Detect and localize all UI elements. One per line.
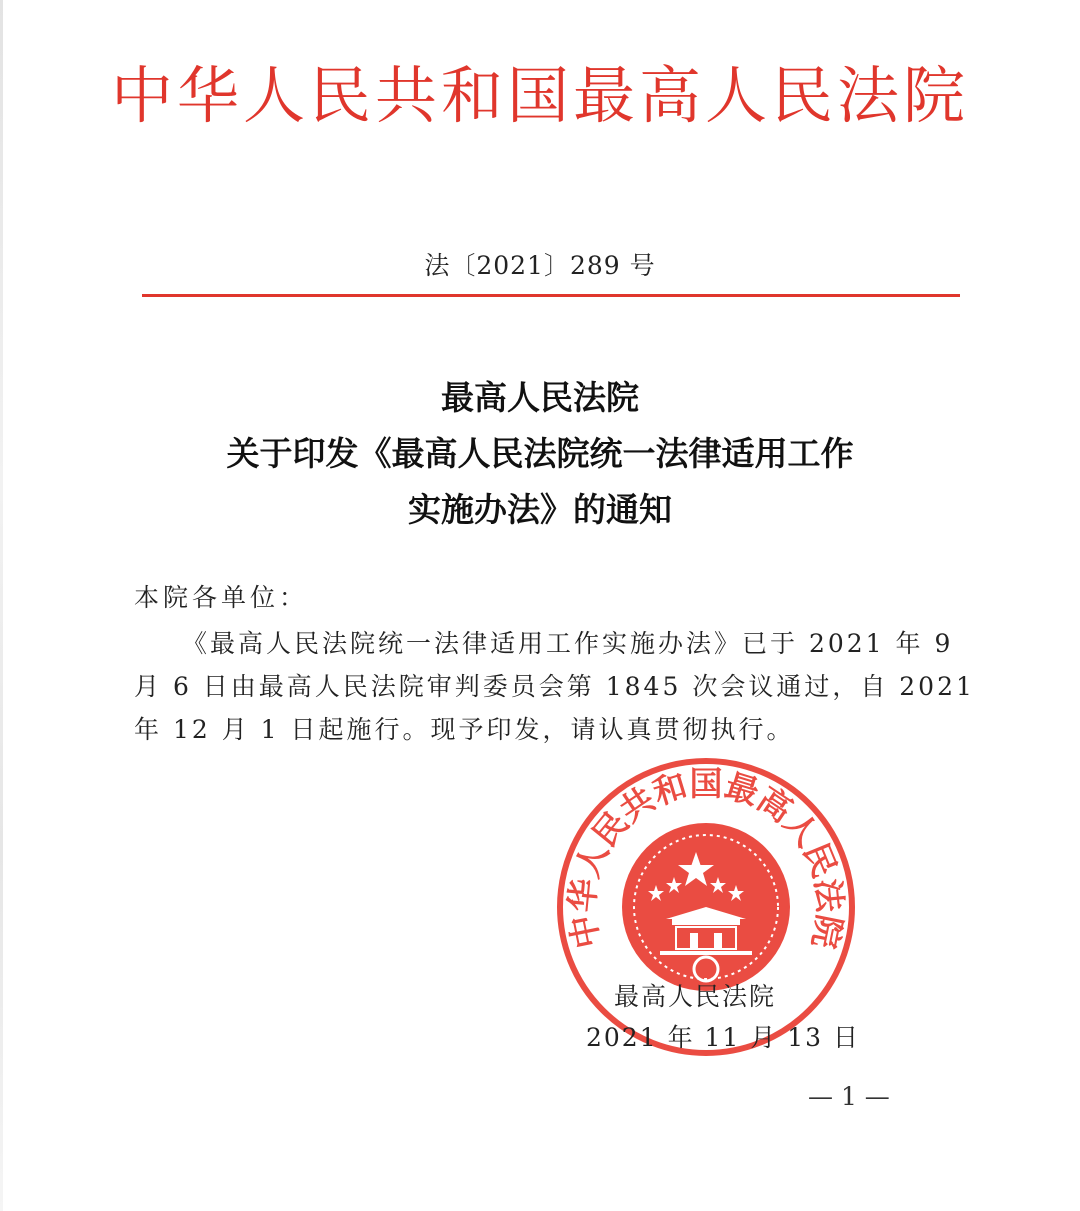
title-line-3: 实施办法》的通知 [408, 490, 672, 529]
page-number: — 1 — [808, 1082, 890, 1111]
title-line-2: 关于印发《最高人民法院统一法律适用工作 [226, 434, 854, 473]
issue-date: 2021 年 11 月 13 日 [586, 1023, 860, 1052]
red-divider-line [142, 294, 960, 297]
issuer-name: 最高人民法院 [614, 982, 777, 1011]
body-line-2: 月 6 日由最高人民法院审判委员会第 1845 次会议通过，自 2021 [134, 672, 975, 701]
document-title [0, 370, 1080, 538]
seal-text: 中华人民共和国最高人民法院 [562, 764, 850, 952]
body-paragraph [134, 622, 975, 751]
document-number: 法〔2021〕289 号 [424, 251, 656, 280]
title-line-1: 最高人民法院 [441, 378, 639, 417]
body-line-1: 《最高人民法院统一法律适用工作实施办法》已于 2021 年 9 [182, 629, 954, 658]
national-emblem-icon [622, 823, 790, 991]
salutation: 本院各单位： [134, 583, 309, 612]
page-edge [0, 0, 3, 1211]
red-header-title: 中华人民共和国最高人民法院 [110, 59, 969, 132]
body-line-3: 年 12 月 1 日起施行。现予印发，请认真贯彻执行。 [134, 715, 795, 744]
